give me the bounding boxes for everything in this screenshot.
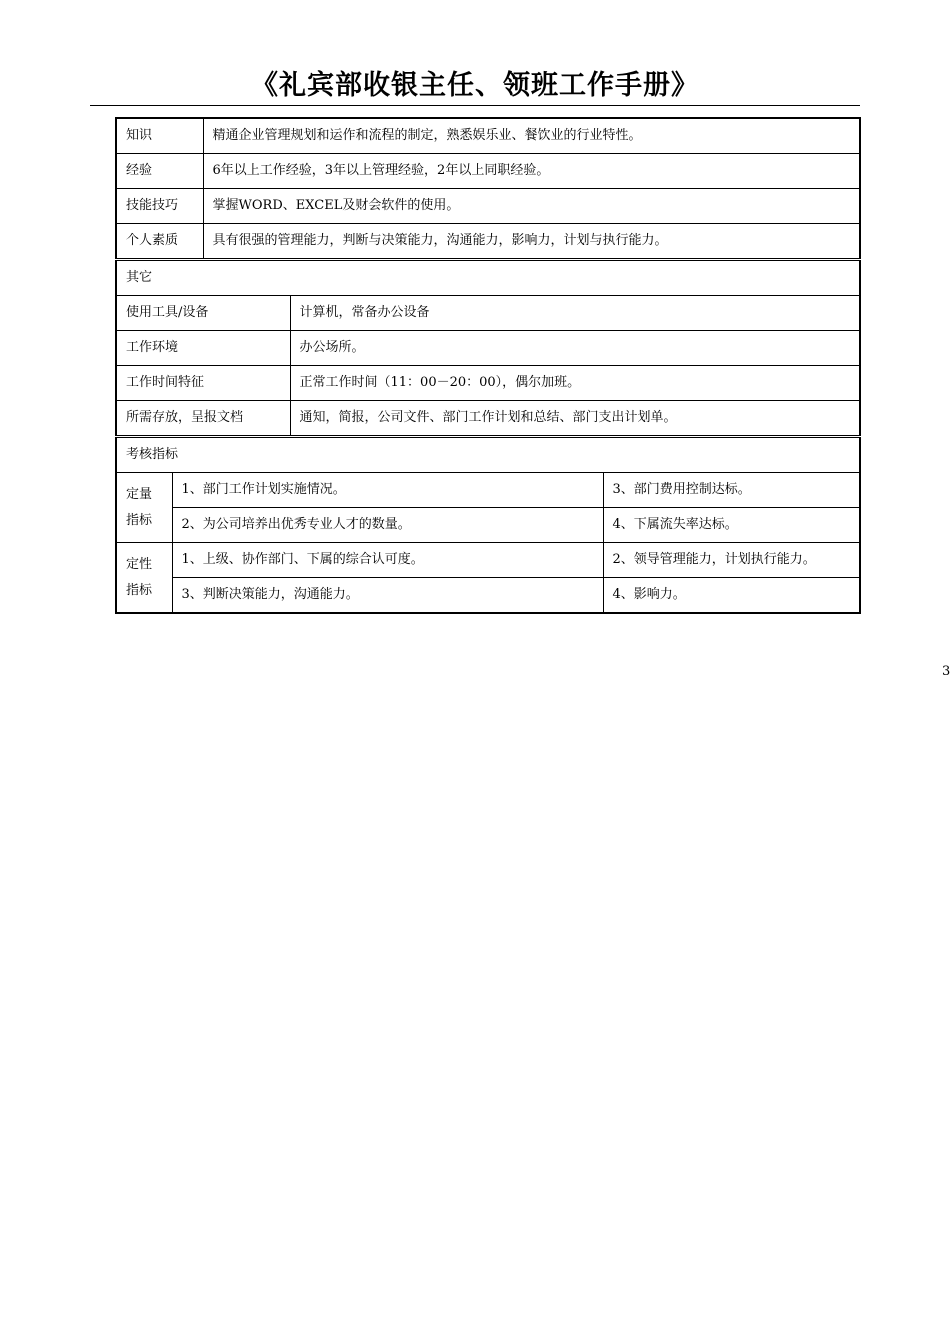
table-row bbox=[116, 118, 860, 154]
table-row bbox=[116, 508, 860, 543]
quantitative-item: 3、部门费用控制达标。 bbox=[603, 473, 860, 508]
table-row bbox=[116, 224, 860, 260]
quantitative-item: 1、部门工作计划实施情况。 bbox=[172, 473, 603, 508]
table-row bbox=[116, 154, 860, 189]
row-label-experience: 经验 bbox=[116, 154, 203, 189]
qualitative-item: 1、上级、协作部门、下属的综合认可度。 bbox=[172, 543, 603, 578]
qualitative-indicator-label bbox=[116, 543, 172, 614]
quantitative-item: 2、为公司培养出优秀专业人才的数量。 bbox=[172, 508, 603, 543]
row-value-personal-quality: 具有很强的管理能力，判断与决策能力，沟通能力，影响力，计划与执行能力。 bbox=[203, 224, 860, 260]
table-row bbox=[116, 437, 860, 473]
table-row bbox=[116, 543, 860, 578]
table-row bbox=[116, 366, 860, 401]
row-label-environment: 工作环境 bbox=[116, 331, 290, 366]
row-label-skills: 技能技巧 bbox=[116, 189, 203, 224]
row-value-experience: 6年以上工作经验，3年以上管理经验，2年以上同职经验。 bbox=[203, 154, 860, 189]
qualitative-item: 3、判断决策能力，沟通能力。 bbox=[172, 578, 603, 614]
row-value-knowledge: 精通企业管理规划和运作和流程的制定，熟悉娱乐业、餐饮业的行业特性。 bbox=[203, 118, 860, 154]
qualitative-label-line2: 指标 bbox=[126, 582, 153, 598]
row-value-tools: 计算机，常备办公设备 bbox=[290, 296, 860, 331]
table-row bbox=[116, 260, 860, 296]
row-value-skills: 掌握WORD、EXCEL及财会软件的使用。 bbox=[203, 189, 860, 224]
table-row bbox=[116, 401, 860, 437]
page-title: 《礼宾部收银主任、领班工作手册》 bbox=[251, 70, 699, 101]
row-label-working-hours: 工作时间特征 bbox=[116, 366, 290, 401]
row-label-documents: 所需存放，呈报文档 bbox=[116, 401, 290, 437]
job-requirements-table bbox=[115, 117, 861, 614]
qualitative-item: 4、影响力。 bbox=[603, 578, 860, 614]
quantitative-label-line1: 定量 bbox=[126, 486, 153, 502]
header-divider bbox=[90, 105, 860, 106]
row-value-environment: 办公场所。 bbox=[290, 331, 860, 366]
row-label-knowledge: 知识 bbox=[116, 118, 203, 154]
section-heading-assessment: 考核指标 bbox=[116, 437, 860, 473]
qualitative-label-line1: 定性 bbox=[126, 556, 153, 572]
table-row bbox=[116, 578, 860, 614]
row-label-personal-quality: 个人素质 bbox=[116, 224, 203, 260]
table-row bbox=[116, 189, 860, 224]
row-value-working-hours: 正常工作时间（11：00－20：00），偶尔加班。 bbox=[290, 366, 860, 401]
table-row bbox=[116, 296, 860, 331]
section-heading-other: 其它 bbox=[116, 260, 860, 296]
page-number: 3 bbox=[942, 664, 950, 679]
table-row bbox=[116, 473, 860, 508]
row-value-documents: 通知，简报，公司文件、部门工作计划和总结、部门支出计划单。 bbox=[290, 401, 860, 437]
table-row bbox=[116, 331, 860, 366]
quantitative-item: 4、下属流失率达标。 bbox=[603, 508, 860, 543]
row-label-tools: 使用工具/设备 bbox=[116, 296, 290, 331]
quantitative-label-line2: 指标 bbox=[126, 512, 153, 528]
quantitative-indicator-label bbox=[116, 473, 172, 543]
qualitative-item: 2、领导管理能力，计划执行能力。 bbox=[603, 543, 860, 578]
